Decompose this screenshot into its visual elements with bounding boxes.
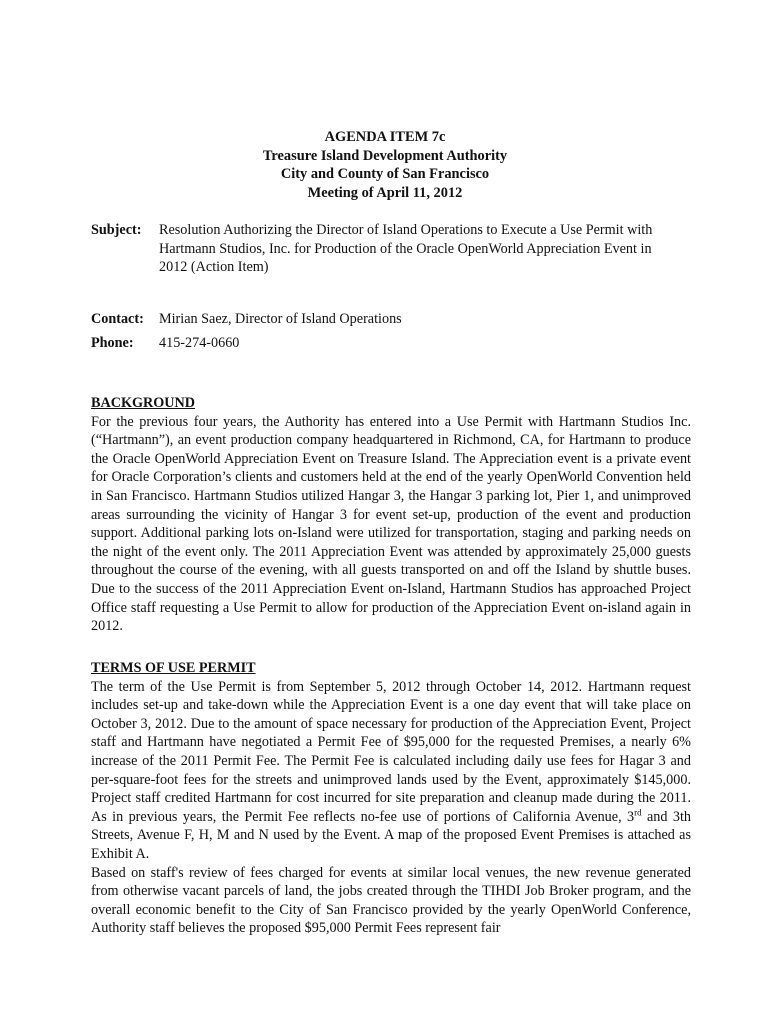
terms-text-part1: The term of the Use Permit is from September 5, 2012 through October 14, 2012. Hartmann request includes set-up and take-down while the Appreciation Event is a one day event that will take place on October 3, 2012. Due to the amount of space necessary for production of the Appreciation Event, Project staff and Hartmann have negotiated a Permit Fee of $95,000 for the requested Premises, a nearly 6% increase of the 2011 Permit Fee. The Permit Fee is calculated including daily use fees for Hagar 3 and per-square-foot fees for the streets and unimproved lands used by the Event, approximately $145,000. Project staff credited Hartmann for cost incurred for site preparation and cleanup made during the 2011. As in previous years, the Permit Fee reflects no-fee use of portions of California Avenue, 3 <box>91 678 691 825</box>
ordinal-superscript: rd <box>634 807 642 818</box>
background-paragraph: For the previous four years, the Authority has entered into a Use Permit with Hartmann Studios Inc. (“Hartmann”), an event production company headquartered in Richmond, CA, for Hartmann to produce the Oracle OpenWorld Appreciation Event on Treasure Island. The Appreciation event is a private event for Oracle Corporation’s clients and customers held at the end of the yearly OpenWorld Convention held in San Francisco. Hartmann Studios utilized Hangar 3, the Hangar 3 parking lot, Pier 1, and unimproved areas surrounding the vicinity of Hangar 3 for event set-up, production of the event and production support. Additional parking lots on-Island were utilized for transportation, staging and parking needs on the night of the event only. The 2011 Appreciation Event was attended by approximately 25,000 guests throughout the course of the evening, with all guests transported on and off the Island by shuttle buses. Due to the success of the 2011 Appreciation Event on-Island, Hartmann Studios has approached Project Office staff requesting a Use Permit to allow for production of the Appreciation Event on-island again in 2012. <box>91 413 691 635</box>
background-section <box>91 394 691 636</box>
background-heading: BACKGROUND <box>91 395 196 411</box>
terms-text-part2: and 3th Streets, Avenue F, H, M and N used by the Event. A map of the proposed Event Premises is attached as Exhibit A. <box>91 808 692 862</box>
phone-row <box>91 334 679 353</box>
terms-heading: TERMS OF USE PERMIT <box>91 660 256 676</box>
phone-label: Phone: <box>91 335 134 351</box>
agenda-item-title: AGENDA ITEM 7c <box>324 129 446 145</box>
terms-paragraph-2: Based on staff's review of fees charged for events at similar local venues, the new revenue generated from otherwise vacant parcels of land, the jobs created through the TIHDI Job Broker program, and the overall economic benefit to the City of San Francisco provided by the yearly OpenWorld Conference, Authority staff believes the proposed $95,000 Permit Fees represent fair <box>91 864 691 937</box>
contact-row <box>91 310 679 329</box>
phone-value: 415-274-0660 <box>159 335 240 351</box>
terms-section <box>91 659 691 938</box>
agenda-header <box>0 128 770 202</box>
city-county-name: City and County of San Francisco <box>280 166 490 183</box>
contact-label: Contact: <box>91 311 144 327</box>
subject-value: Resolution Authorizing the Director of Island Operations to Execute a Use Permit with Hartmann Studios, Inc. for Production of the Oracle OpenWorld Appreciation Event in 2012 (Action Item) <box>159 222 653 276</box>
contact-value: Mirian Saez, Director of Island Operations <box>159 311 402 327</box>
meeting-date: Meeting of April 11, 2012 <box>307 184 463 201</box>
authority-name: Treasure Island Development Authority <box>262 147 508 164</box>
subject-row <box>91 221 679 277</box>
terms-paragraph <box>91 678 691 864</box>
subject-label: Subject: <box>91 222 142 238</box>
